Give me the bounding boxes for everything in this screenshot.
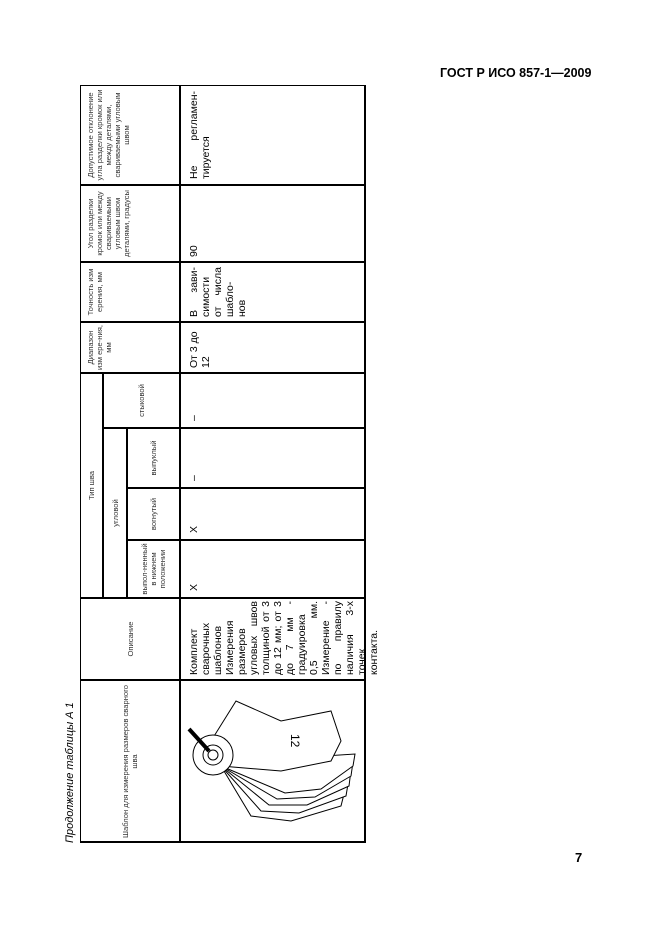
border-line — [364, 85, 366, 843]
column-line — [80, 261, 366, 263]
welding-gauge-figure — [181, 681, 364, 841]
flat-cell: X — [188, 583, 200, 591]
header-range: Диапазон изм ере-ния, мм — [86, 325, 113, 370]
page-number: 7 — [575, 850, 583, 865]
butt-cell: – — [188, 415, 200, 421]
accuracy-cell: В зави-симости от числа шабло-нов — [188, 267, 248, 317]
column-line — [80, 321, 366, 323]
convex-cell: – — [188, 475, 200, 481]
border-line — [80, 85, 81, 843]
figure-label: 12 — [288, 734, 302, 748]
column-line — [127, 487, 366, 489]
column-line — [80, 372, 366, 374]
header-template: Шаблон для измерения размеров сварного шва — [121, 685, 139, 838]
angle-cell: 90 — [188, 245, 200, 257]
header-angle: Угол разделки кромок или между свариваемыми угловым швом деталями, градусы — [86, 190, 131, 257]
header-concave: вогнутый — [149, 497, 158, 531]
description-cell: Комплект сварочных шаблонов Измерения размеров угловых швов толщиной от 3 до 12 мм; от 3 до 7 мм - градуировка 0,5 мм. Измерение - по правилу наличия 3-х точек контакта. — [188, 601, 380, 675]
header-tolerance: Допустимое отклонение угла разделки кромок или между деталями, свариваемыми угловым швом — [86, 89, 131, 181]
header-accuracy: Точность изм ерения, мм — [86, 268, 104, 316]
column-line — [127, 539, 366, 541]
concave-cell: X — [188, 525, 200, 533]
header-convex: выпуклый — [149, 440, 158, 476]
column-line — [80, 597, 366, 599]
row-line — [126, 428, 128, 598]
range-cell: От 3 до 12 — [188, 331, 212, 368]
border-line — [80, 85, 366, 86]
column-line — [80, 184, 366, 186]
header-seam-type: Тип шва — [87, 470, 96, 501]
header-butt: стыковой — [137, 384, 146, 417]
tolerance-cell: Не регламен-тируется — [188, 91, 212, 179]
table-caption: Продолжение таблицы А 1 — [64, 702, 76, 843]
header-fillet: угловой — [110, 499, 120, 527]
header-description: Описание — [125, 621, 135, 657]
border-line — [80, 841, 366, 843]
row-line — [102, 373, 104, 598]
standard-number: ГОСТ Р ИСО 857-1—2009 — [440, 66, 592, 80]
header-flat: выпол-ненный в нижнем положении — [140, 543, 167, 595]
column-line — [103, 427, 366, 429]
measurement-table — [80, 85, 380, 843]
